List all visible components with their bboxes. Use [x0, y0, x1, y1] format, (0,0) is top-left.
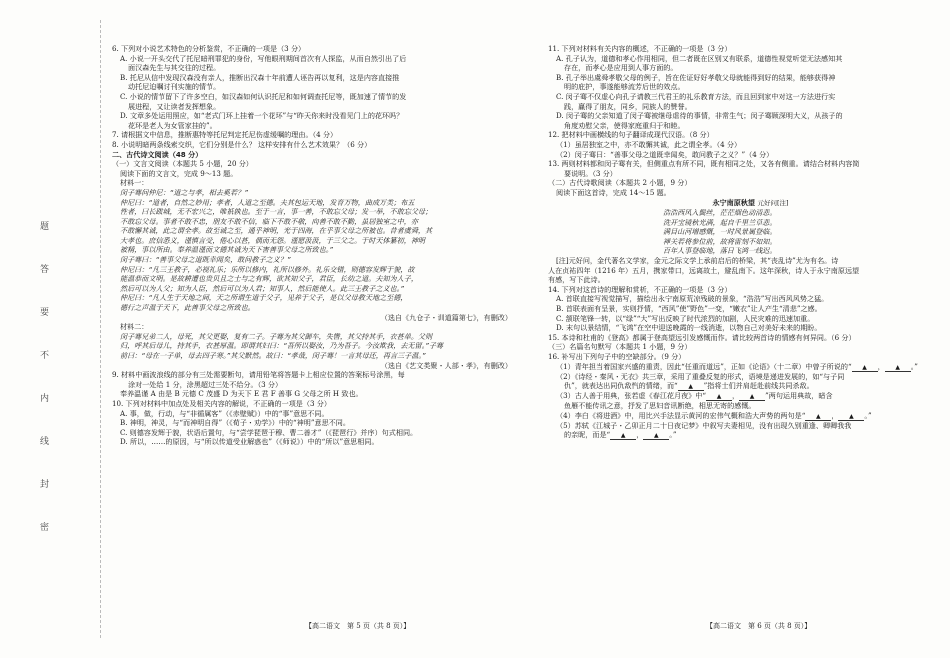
- text-line: [112, 169, 517, 179]
- text-line: （4）李白《将进酒》中，用比兴手法显示黄河的宏伟气概和浩大声势的两句是“ ▲ ， ▲ 。”: [556, 410, 872, 420]
- page-footer-right: 【高二语文 第 6 页（共 8 页）】: [706, 622, 812, 630]
- line-text: 禅关若将参位前，故将雷刻不如知。: [663, 236, 777, 246]
- line-text: 13. 两则材料都和闵子骞有关，但侧重点有所不同，既有相同之处，又各有侧重。请结合材料内容简: [548, 159, 860, 169]
- answer-blank[interactable]: ▲: [852, 364, 878, 372]
- line-text: B. 孔子举出虞舜孝敬父母的例子，旨在佐证好好孝敬父母就能得到好的结果，能够获得神: [556, 72, 836, 82]
- text-line: [112, 380, 517, 390]
- answer-blank[interactable]: ▲: [739, 393, 765, 401]
- line-text: 6. 下列对小说艺术特色的分析鉴赏，不正确的一项是（3 分）: [112, 44, 306, 53]
- text-line: [548, 323, 950, 333]
- line-text: 仲尼曰：“道者，自然之妙用；孝者，人道之至德。夫其包运天地，发育万物，曲成万类；布五: [120, 197, 415, 207]
- line-text: 不敢懈其诚，此之谓全孝。故至诚之至，通乎神明，光于四海，在乎事父母之所被也。昔者虞舜，其: [120, 226, 433, 236]
- binding-char: 密: [40, 523, 50, 533]
- line-text: 材料二：: [120, 322, 149, 332]
- answer-blank[interactable]: ▲: [610, 432, 636, 440]
- line-text: B. 托尼从信中发现汉森没有亲人，推断出汉森十年前遭人诬告再以复利，这是内容直接推: [120, 72, 400, 82]
- text-line: [112, 188, 517, 198]
- text-line: [548, 304, 950, 314]
- text-line: [548, 227, 950, 237]
- text-line: [112, 198, 517, 208]
- line-text: （选自《艺文类聚・人部・孝》，有删改）: [380, 360, 512, 370]
- text-line: [112, 92, 517, 102]
- line-text: 奉养温谨 A 由是 B 元德 C 茂盛 D 为天下 E 君 F 善事 G 父母之所 H 致也。: [120, 389, 363, 399]
- binding-char: 封: [40, 480, 50, 490]
- poem-author: 元好问[注]: [757, 198, 789, 207]
- text-line: [548, 342, 950, 352]
- text-line: [112, 389, 517, 399]
- text-line: [112, 217, 517, 227]
- text-line: （3）古人善于用典，张若虚《春江花月夜》中“ ▲ ， ▲ ”两句运用典故，暗含: [556, 391, 833, 401]
- text-line: [548, 381, 950, 391]
- line-text: 面汉森先生与其交往的过程。: [128, 63, 221, 73]
- line-text: 仲尼曰：“凡人生于天地之间，天之所谓生道于父子，见养于父子，是以父母教天地之至德，: [120, 293, 408, 303]
- answer-blank[interactable]: ▲: [678, 383, 704, 391]
- text-line: 的亲昵，而是“ ▲ ， ▲ 。”: [564, 430, 677, 440]
- line-text: A. 小说一开头交代了托尼暗刑罪犯的身份，写他眼刑期间首次有人探监，从而自然引出了后: [120, 53, 407, 63]
- text-line: [112, 255, 517, 265]
- text-line: [548, 178, 950, 188]
- section-heading: [112, 150, 517, 160]
- line-text: （三）名篇名句默写（本题共 1 小题，9 分）: [548, 342, 692, 352]
- text-line: [112, 341, 517, 351]
- text-line: （1）青年担当着国家兴盛的重责，因此“任重而道远”，正如《论语》（十二章）中曾子所说的“ ▲ ， ▲ 。”: [556, 361, 918, 371]
- text-line: [548, 140, 950, 150]
- text-line: [548, 54, 950, 64]
- line-text: 洗开宝镜秋光满，起自千里兰草悲。: [663, 217, 777, 227]
- line-text: 闵子骞兄弟二人，母死，其父更娶，复有二子。子骞为其父御车，失辔，其父持其手，衣甚单。父则: [120, 331, 433, 341]
- text-line: [112, 226, 517, 236]
- line-text: 。”: [669, 430, 677, 440]
- line-text: 阅读下面这首诗，完成 14～15 题。: [556, 187, 671, 197]
- line-text: 存在，而孝心是应用到人事方面的。: [564, 63, 678, 73]
- text-line: [112, 265, 517, 275]
- line-text: 满目山河增感慨，一时风景属登临。: [663, 227, 777, 237]
- line-text: 德行之声温于天下，此善事父母之所致也。: [120, 303, 255, 313]
- text-line: [548, 372, 950, 382]
- text-line: [112, 399, 517, 409]
- text-line: [112, 73, 517, 83]
- line-text: 明的庇护，事遂能够流芳后世的效点。: [564, 82, 685, 92]
- line-text: 15. 本诗和杜甫的《登高》都属于登高望远引发感慨而作。请比较两首诗的情感有何异同。（6 分）: [548, 332, 856, 342]
- line-text: C. 颔联笔锋一转，以“绿”“大”写出反映了时代浓烈的加剧，人民灾难的迅速加重。: [556, 313, 815, 323]
- line-text: C. 闵子骞不仅虚心向孔子请教三代君王的礼乐教育方法，而且回到家中对这一方法进行实: [556, 91, 836, 101]
- text-line: [548, 188, 950, 198]
- text-line: [112, 361, 517, 371]
- text-line: [548, 82, 950, 92]
- line-text: 大孝也。庶信悉义，谨慎言受，倦心以甚，偶而无怨。谨愿汲汲，于三父之。于时天体纂初，神明: [120, 235, 426, 245]
- text-line: [112, 102, 517, 112]
- line-text: （二）古代诗歌阅读（本题共 2 小题，9 分）: [548, 178, 692, 188]
- line-text: 鱼雁不能传讯之意，抒发了思妇音讯断绝，相思无寄的感慨。: [564, 401, 756, 411]
- text-line: [548, 333, 950, 343]
- text-line: [548, 285, 950, 295]
- text-line: [112, 121, 517, 131]
- line-text: （5）苏轼《江城子・乙卯正月二十日夜记梦》中叙写夫妻相见，没有出现久别重逢、卿卿我我: [556, 420, 852, 430]
- page-6-column: [548, 44, 950, 440]
- poem-title: [548, 198, 950, 209]
- text-line: [112, 332, 517, 342]
- line-text: 践，赢得了朋友，同乡，同族人的赞誉。: [564, 101, 692, 111]
- line-text: A. 事，做，行动，与“非循属客”（《赤壁赋》）中的“事”意思不同。: [120, 408, 329, 418]
- line-text: 不敢忘父母。事者不敢不忠，朋友不敢不信，临下不敢不敬，向善不敢不勤，虽居独室之中，亦: [120, 216, 418, 226]
- binding-char: 要: [40, 308, 50, 318]
- text-line: [112, 130, 517, 140]
- text-line: [112, 370, 517, 380]
- text-line: [548, 218, 950, 228]
- line-text: 10. 下列对材料中加点处及相关内容的解说，不正确的一项是（3 分）: [112, 398, 331, 408]
- line-text: 动托尼迫嘱讨刊实施的情节。: [128, 82, 221, 92]
- line-text: 然后可以为人父；知为人臣，然后可以为人君；知事人，然后能使人。此三王教子之义也。”: [120, 283, 404, 293]
- text-line: [548, 275, 950, 285]
- line-text: （选自《九仓子・训道篇第七》，有删改）: [380, 312, 512, 322]
- line-text: 16. 补写出下列句子中的空缺部分。（9 分）: [548, 352, 686, 361]
- line-text: 涂对一处给 1 分，涂黑超过三处不给分。（3 分）: [128, 379, 283, 389]
- line-text: 被精，事以所由。奉养温谨而文德其诚为天下害善事父母之所致也。”: [120, 245, 333, 255]
- text-line: [548, 208, 950, 218]
- text-line: [112, 284, 517, 294]
- binding-char: 答: [40, 265, 50, 275]
- text-line: [548, 130, 950, 140]
- binding-char: 不: [40, 351, 50, 361]
- answer-blank[interactable]: ▲: [838, 413, 864, 421]
- line-text: D. 所以，……的原因，与“所以传道受业解惑也”（《师说》）中的“所以”意思相同。: [120, 437, 379, 447]
- line-text: 永宁南原秋望: [712, 197, 755, 207]
- text-line: [112, 313, 517, 323]
- text-line: [548, 237, 950, 247]
- text-line: [548, 169, 950, 179]
- binding-char: 题: [40, 222, 50, 232]
- page-footer-left: 【高二语文 第 5 页（共 8 页）】: [305, 622, 411, 630]
- line-text: 有感，写下此诗。: [548, 275, 605, 285]
- line-text: D. 文章多处运用照应，如“老式门环上挂着一个花环”与“昨天你来时没看见门上的花环吗？: [120, 111, 404, 121]
- line-text: （2）闵子骞曰：“善事父母之道既幸闻矣，敢问教子之义？”（4 分）: [556, 149, 774, 159]
- line-text: 阅读下面的文言文，完成 9～13 题。: [120, 168, 238, 178]
- text-line: [548, 159, 950, 169]
- line-text: 前曰：“母在一子单，母去四子寒。”其父默然。故曰：“孝哉，闵子骞！一言其母还，再言三子温。”: [120, 351, 426, 360]
- text-line: [112, 437, 517, 447]
- line-text: ”指将士们并肩赶赴前线共同杀敌。: [703, 381, 814, 391]
- line-text: C. 小说的情节留下了许多空白，如汉森如何认识托尼和如何调查托尼等，既加速了情节的发: [120, 91, 407, 101]
- line-text: B. 神明，神灵，与“而神明自得”（《荀子・劝学》）中的“神明”意思不同。: [120, 418, 350, 428]
- text-line: [548, 352, 950, 362]
- text-line: [112, 409, 517, 419]
- text-line: [548, 63, 950, 73]
- text-line: [548, 150, 950, 160]
- text-line: [112, 303, 517, 313]
- line-text: 性者，曰长跋城，无不宏兴之，唯祇孰也。至于一言，事一善，不敢忘父母；发一举，不敢忘父母；: [120, 207, 433, 217]
- answer-blank[interactable]: ▲: [805, 413, 831, 421]
- line-text: 仇”，就表达出同仇敌忾的情绪，而“: [564, 381, 678, 391]
- line-text: 角度劝慰父亲，使得家庭重归于和睦。: [564, 120, 685, 130]
- line-text: 人在贞祐四年（1216 年）五月，携家带口，远离故土，避乱南下。这年深秋，诗人于永宁南原远望: [548, 265, 860, 275]
- text-line: [548, 314, 950, 324]
- line-text: 11. 下列对材料有关内容的概述，不正确的一项是（3 分）: [548, 44, 732, 53]
- line-text: 8. 小说明暗两条线索交织，它们分别是什么？ 这样安排有什么艺术效果？（6 分）: [112, 139, 372, 149]
- text-line: [112, 418, 517, 428]
- line-text: 花环是老人为女管家挂的”。: [128, 120, 217, 130]
- binding-char: 内: [40, 394, 50, 404]
- line-text: （2）《诗经・秦风・无衣》共三章，采用了重叠反复的形式，语境是递进发展的，如“与子同: [556, 371, 845, 381]
- line-text: （一）文言文阅读（本题共 5 小题，20 分）: [112, 159, 253, 169]
- text-line: [548, 92, 950, 102]
- text-line: [112, 293, 517, 303]
- line-text: （4）李白《将进酒》中，用比兴手法显示黄河的宏伟气概和浩大声势的两句是“: [556, 410, 806, 420]
- answer-blank[interactable]: ▲: [643, 432, 669, 440]
- answer-blank[interactable]: ▲: [706, 393, 732, 401]
- line-text: （1）青年担当着国家兴盛的重责，因此“任重而道远”，正如《论语》（十二章）中曾子所说的“: [556, 361, 852, 371]
- text-line: [112, 322, 517, 332]
- text-line: [548, 111, 950, 121]
- line-text: 要说明。（3 分）: [564, 168, 617, 178]
- text-line: [112, 63, 517, 73]
- text-line: [548, 102, 950, 112]
- line-text: 展进程，又让读者发挥想象。: [128, 101, 221, 111]
- line-text: （3）古人善于用典，张若虚《春江花月夜》中“: [556, 391, 707, 401]
- line-text: D. 闵子骞的父亲知道了闵子骞被继母虐待的事情，非常生气；闵子骞顾深明大义，从孩子的: [556, 111, 843, 121]
- page-5-column: [112, 44, 517, 447]
- line-text: 仲尼曰：“凡三王教子，必视礼乐；乐所以修内，礼所以修外。礼乐交错，则德容发辉于貌，故: [120, 264, 415, 274]
- line-text: C. 则德容发辉于貌，状语后置句，与“尝学琵琶于穆、曹二善才”（《琵琶行》并序）句式相同。: [120, 427, 418, 437]
- text-line: [548, 121, 950, 131]
- line-text: D. 末句以景结情，“飞鸿”在空中迎送晚霞的一线消逝，以物自己对美好未来的期盼。: [556, 323, 822, 333]
- text-line: [112, 236, 517, 246]
- text-line: [112, 140, 517, 150]
- line-text: A. 首联直接写视觉描写，描绘出永宁南原荒凉残破的景象，“浩浩”写出西风风势之猛。: [556, 294, 829, 304]
- text-line: [548, 246, 950, 256]
- answer-blank[interactable]: ▲: [885, 364, 911, 372]
- line-text: 闵子骞问仲尼：“道之与孝，相去奚若？”: [120, 187, 248, 197]
- line-text: 能温恭而文明。是故耕遭也贵贝且之士与之有辉，欲其知父子，君臣，长幼之道。夫知为人子，: [120, 274, 418, 284]
- text-line: [112, 428, 517, 438]
- line-text: 归，呼其后母儿，持其手，衣甚厚温。即谓其妇曰：“吾所以娶汝，乃为吾子。今汝欺我，去无留。”子骞: [120, 341, 444, 351]
- text-line: [112, 159, 517, 169]
- binding-char: 线: [40, 437, 50, 447]
- text-line: [112, 54, 517, 64]
- text-line: [548, 256, 950, 266]
- line-text: A. 孔子认为，道德和孝心作用相同，但二者既在区别又有联系，道德性视觉听觉无法感知其: [556, 53, 843, 63]
- text-line: [112, 111, 517, 121]
- text-line: [112, 207, 517, 217]
- line-text: （1）虽居独室之中，亦不敢懈其诚，此之谓全孝。（4 分）: [556, 139, 742, 149]
- line-text: 二、古代诗文阅读（48 分）: [112, 149, 203, 159]
- text-line: [112, 274, 517, 284]
- line-text: ”两句运用典故，暗含: [765, 391, 833, 401]
- text-line: [112, 245, 517, 255]
- text-line: [112, 178, 517, 188]
- line-text: 12. 把材料中画横线的句子翻译成现代汉语。（8 分）: [548, 130, 714, 140]
- text-line: [112, 44, 517, 54]
- text-line: [548, 44, 950, 54]
- line-text: 闵子骞曰：“善事父母之道既幸闻矣，敢问教子之义？”: [120, 255, 291, 265]
- line-text: B. 首联表面有呈景，实则抒情，“西风”使”野色”一变，“嫩衣”让人产生“清悲”之感。: [556, 304, 822, 314]
- text-line: [112, 351, 517, 361]
- binding-dashed-line: [100, 20, 101, 638]
- line-text: 7. 请根据文中信息，推断惠特等托尼判定托尼伤虚缓嘱的理由。（4 分）: [112, 130, 338, 140]
- text-line: [112, 82, 517, 92]
- text-line: [548, 421, 950, 431]
- binding-margin: [0, 0, 78, 658]
- line-text: 的亲昵，而是“: [564, 430, 611, 440]
- line-text: 9. 材料中画波浪线的部分有三处需要断句，请用铅笔将答题卡上相应位置的答案标号涂黑，每: [112, 370, 405, 380]
- line-text: 百年人事登临地，落日飞鸿一线迟。: [663, 246, 777, 256]
- line-text: 浩浩西风入鬓丝，茫茫烟色动清悲。: [663, 208, 777, 218]
- text-line: [548, 401, 950, 411]
- text-line: [548, 73, 950, 83]
- line-text: 材料一：: [120, 178, 149, 188]
- text-line: [548, 266, 950, 276]
- text-line: [548, 294, 950, 304]
- line-text: [注]元好问，金代著名文学家，金元之际文学上承前启后的桥梁，其“丧乱诗”尤为有名。诗: [556, 256, 839, 266]
- line-text: 14. 下列对这首诗的理解和赏析，不正确的一项是（3 分）: [548, 284, 732, 294]
